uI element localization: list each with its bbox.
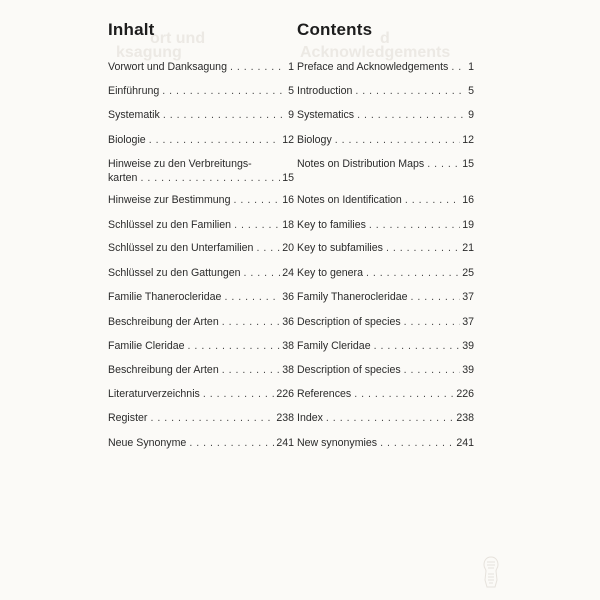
toc-entry[interactable] xyxy=(108,193,294,207)
toc-entry[interactable] xyxy=(297,60,474,74)
toc-entry-title: Family Thanerocleridae xyxy=(297,291,408,303)
toc-entry-title: Familie Cleridae xyxy=(108,340,185,352)
toc-entry-page: 36 xyxy=(282,291,294,303)
dot-leader xyxy=(222,363,280,377)
dot-leader xyxy=(405,193,460,207)
toc-entry-title: Family Cleridae xyxy=(297,340,371,352)
dot-leader xyxy=(256,241,280,255)
toc-entry-title: Biology xyxy=(297,134,332,146)
toc-entry[interactable] xyxy=(108,436,294,450)
toc-entry[interactable] xyxy=(297,84,474,98)
toc-entry-page: 18 xyxy=(282,219,294,231)
toc-entry-page: 39 xyxy=(462,364,474,376)
toc-entry[interactable] xyxy=(108,266,294,280)
toc-entry[interactable] xyxy=(108,133,294,147)
toc-heading-english: Contents xyxy=(297,20,373,39)
dot-leader xyxy=(386,241,460,255)
toc-entry-page: 1 xyxy=(288,61,294,73)
toc-entry[interactable] xyxy=(297,363,474,377)
dot-leader xyxy=(162,84,284,98)
toc-entry-page: 21 xyxy=(462,242,474,254)
toc-entry-page: 25 xyxy=(462,267,474,279)
dot-leader xyxy=(369,218,460,232)
toc-entry-page: 38 xyxy=(282,364,294,376)
toc-entry-title: Preface and Acknowledgements xyxy=(297,61,449,73)
toc-entry-title: Systematics xyxy=(297,109,355,121)
toc-entry[interactable] xyxy=(108,411,294,425)
toc-entry[interactable] xyxy=(108,108,294,122)
toc-entry-page: 5 xyxy=(468,85,474,97)
bleed-through-decor: ort und xyxy=(150,30,206,47)
toc-entry-page: 38 xyxy=(282,340,294,352)
toc-entry-title: Neue Synonyme xyxy=(108,437,187,449)
toc-entry-page: 226 xyxy=(276,388,294,400)
dot-leader xyxy=(234,218,280,232)
toc-entry[interactable] xyxy=(297,339,474,353)
toc-entry[interactable] xyxy=(297,108,474,122)
dot-leader xyxy=(163,108,284,122)
toc-entry[interactable] xyxy=(108,339,294,353)
toc-entry-title: Key to families xyxy=(297,219,366,231)
toc-entry-title: Description of species xyxy=(297,364,401,376)
dot-leader xyxy=(411,290,461,304)
publisher-logo-icon xyxy=(482,556,500,588)
toc-entry-title: Schlüssel zu den Unterfamilien xyxy=(108,242,254,254)
toc-entry[interactable] xyxy=(108,60,294,74)
toc-entry-page: 1 xyxy=(468,61,474,73)
bleed-through-decor: Acknowledgements xyxy=(300,44,451,61)
toc-entry-page: 19 xyxy=(462,219,474,231)
toc-entry[interactable] xyxy=(297,218,474,232)
toc-entry-page: 36 xyxy=(282,316,294,328)
dot-leader xyxy=(404,363,461,377)
toc-entry-title: Einführung xyxy=(108,85,160,97)
dot-leader xyxy=(244,266,281,280)
toc-entry-title: References xyxy=(297,388,352,400)
toc-entry-title: Key to subfamilies xyxy=(297,242,383,254)
toc-entry-title: Vorwort und Danksagung xyxy=(108,61,227,73)
toc-entry[interactable] xyxy=(297,387,474,401)
toc-entry[interactable] xyxy=(297,315,474,329)
dot-leader xyxy=(335,133,460,147)
toc-entry-title: Familie Thanerocleridae xyxy=(108,291,222,303)
toc-entry-page: 12 xyxy=(282,134,294,146)
toc-entry-title: karten xyxy=(108,172,138,184)
toc-entry-page: 241 xyxy=(456,437,474,449)
toc-entry-title: Literaturverzeichnis xyxy=(108,388,200,400)
toc-entry-page: 5 xyxy=(288,85,294,97)
toc-entry-title: Notes on Identification xyxy=(297,194,402,206)
bleed-through-decor: ksagung xyxy=(116,44,182,61)
dot-leader xyxy=(203,387,274,401)
toc-entry[interactable] xyxy=(108,387,294,401)
toc-entry[interactable] xyxy=(297,157,474,171)
dot-leader xyxy=(222,315,280,329)
toc-entry[interactable] xyxy=(108,157,294,185)
toc-entry-page: 16 xyxy=(462,194,474,206)
toc-entry-page: 16 xyxy=(282,194,294,206)
toc-entry-title: Beschreibung der Arten xyxy=(108,316,219,328)
toc-entry-title: Schlüssel zu den Familien xyxy=(108,219,232,231)
toc-entry-page: 37 xyxy=(462,291,474,303)
dot-leader xyxy=(357,108,464,122)
toc-entry[interactable] xyxy=(108,218,294,232)
toc-entry-title: Schlüssel zu den Gattungen xyxy=(108,267,241,279)
toc-entry-page: 238 xyxy=(456,412,474,424)
toc-entry[interactable] xyxy=(297,266,474,280)
dot-leader xyxy=(188,339,281,353)
toc-entry[interactable] xyxy=(297,193,474,207)
dot-leader xyxy=(224,290,280,304)
toc-entry[interactable] xyxy=(108,84,294,98)
toc-entry-page: 15 xyxy=(282,172,294,184)
dot-leader xyxy=(189,436,274,450)
toc-entry[interactable] xyxy=(297,290,474,304)
toc-entry-title: Beschreibung der Arten xyxy=(108,364,219,376)
toc-entry-page: 24 xyxy=(282,267,294,279)
toc-entry[interactable] xyxy=(297,411,474,425)
toc-entry-page: 226 xyxy=(456,388,474,400)
toc-entry[interactable] xyxy=(108,290,294,304)
toc-entry-title: Hinweise zur Bestimmung xyxy=(108,194,231,206)
toc-entry[interactable] xyxy=(108,241,294,255)
toc-entry[interactable] xyxy=(297,436,474,450)
dot-leader xyxy=(427,157,460,171)
toc-entry[interactable] xyxy=(108,315,294,329)
toc-entry-page: 9 xyxy=(288,109,294,121)
toc-entry-page: 9 xyxy=(468,109,474,121)
toc-entry-title: Index xyxy=(297,412,323,424)
toc-entry-page: 238 xyxy=(276,412,294,424)
toc-entry-title: Description of species xyxy=(297,316,401,328)
toc-entry-title: Biologie xyxy=(108,134,146,146)
dot-leader xyxy=(233,193,280,207)
toc-entry-title-line1: Hinweise zu den Verbreitungs- xyxy=(108,158,252,170)
dot-leader xyxy=(355,84,464,98)
bleed-through-decor: d xyxy=(380,30,390,47)
toc-entry[interactable] xyxy=(297,241,474,255)
dot-leader xyxy=(404,315,461,329)
dot-leader xyxy=(150,411,274,425)
toc-entry[interactable] xyxy=(108,363,294,377)
dot-leader xyxy=(149,133,281,147)
toc-entry-page: 39 xyxy=(462,340,474,352)
toc-entry-page: 241 xyxy=(276,437,294,449)
toc-entry-title: Key to genera xyxy=(297,267,363,279)
toc-entry-title: New synonymies xyxy=(297,437,378,449)
toc-entry-page: 37 xyxy=(462,316,474,328)
toc-entry-title: Register xyxy=(108,412,148,424)
toc-entry-title: Notes on Distribution Maps xyxy=(297,158,425,170)
toc-entry-title: Introduction xyxy=(297,85,353,97)
dot-leader xyxy=(354,387,454,401)
toc-entry-page: 15 xyxy=(462,158,474,170)
dot-leader xyxy=(140,171,280,185)
toc-heading-german: Inhalt xyxy=(108,20,155,39)
dot-leader xyxy=(230,60,284,74)
toc-entry[interactable] xyxy=(297,133,474,147)
toc-entry-page: 12 xyxy=(462,134,474,146)
dot-leader xyxy=(374,339,461,353)
dot-leader xyxy=(366,266,460,280)
toc-entry-title: Systematik xyxy=(108,109,160,121)
dot-leader xyxy=(326,411,454,425)
dot-leader xyxy=(380,436,454,450)
dot-leader xyxy=(451,60,464,74)
toc-entry-page: 20 xyxy=(282,242,294,254)
